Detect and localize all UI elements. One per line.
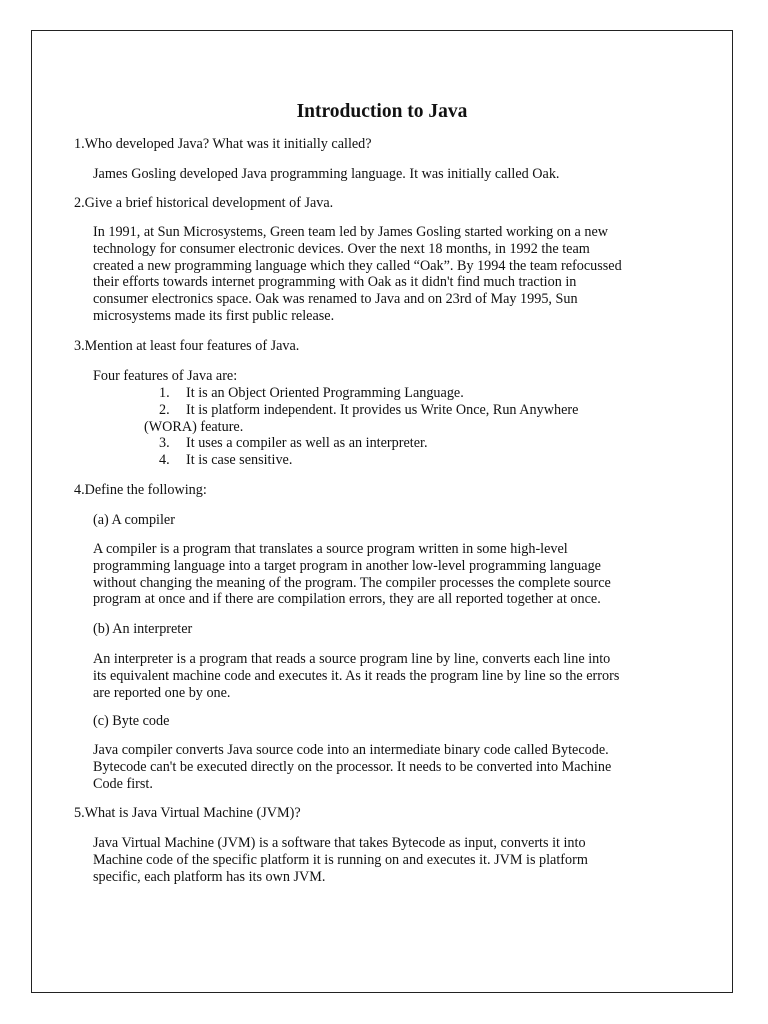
answer-2-line: their efforts towards internet programming with Oak as it didn't find much traction in xyxy=(93,274,577,291)
answer-2-line: consumer electronics space. Oak was renamed to Java and on 23rd of May 1995, Sun xyxy=(93,291,578,308)
answer-5-line: Java Virtual Machine (JVM) is a software that takes Bytecode as input, converts it into xyxy=(93,835,586,851)
feature-continuation: (WORA) feature. xyxy=(144,419,244,435)
definition-line: without changing the meaning of the program. The compiler processes the complete source xyxy=(93,574,611,591)
definition-label-bytecode: (c) Byte code xyxy=(93,713,170,729)
question-3: 3.Mention at least four features of Java. xyxy=(74,338,300,354)
definition-line: programming language into a target program in another low-level programming language xyxy=(93,557,601,574)
feature-number: 2. xyxy=(159,402,170,418)
answer-2 xyxy=(93,224,683,325)
answer-2-line: created a new programming language which they called “Oak”. By 1994 the team refocussed xyxy=(93,257,622,274)
definition-line: Bytecode can't be executed directly on the processor. It needs to be converted into Machine xyxy=(93,758,612,775)
document-page xyxy=(31,30,733,993)
feature-text: It is an Object Oriented Programming Language. xyxy=(186,385,464,401)
definition-line: A compiler is a program that translates a source program written in some high-level xyxy=(93,541,568,557)
answer-5 xyxy=(93,835,683,885)
question-5: 5.What is Java Virtual Machine (JVM)? xyxy=(74,805,301,821)
answer-2-line: technology for consumer electronic devices. Over the next 18 months, in 1992 the team xyxy=(93,240,590,257)
answer-2-line: microsystems made its first public release. xyxy=(93,307,335,324)
question-1: 1.Who developed Java? What was it initially called? xyxy=(74,136,372,152)
feature-number: 4. xyxy=(159,452,170,468)
definition-line: Java compiler converts Java source code into an intermediate binary code called Bytecode. xyxy=(93,742,609,758)
definition-line: its equivalent machine code and executes it. As it reads the program line by line so the errors xyxy=(93,667,620,684)
feature-text: It is case sensitive. xyxy=(186,452,293,468)
definition-line: program at once and if there are compilation errors, they are all reported together at once. xyxy=(93,591,601,608)
question-4: 4.Define the following: xyxy=(74,482,207,498)
page-title: Introduction to Java xyxy=(296,101,468,122)
definition-line: An interpreter is a program that reads a source program line by line, converts each line into xyxy=(93,651,611,667)
definition-bytecode xyxy=(93,742,683,792)
answer-2-line: In 1991, at Sun Microsystems, Green team led by James Gosling started working on a new xyxy=(93,224,608,240)
features-intro: Four features of Java are: xyxy=(93,368,238,384)
definition-line: are reported one by one. xyxy=(93,684,231,701)
definition-compiler xyxy=(93,541,683,608)
definition-label-interpreter: (b) An interpreter xyxy=(93,621,193,637)
definition-line: Code first. xyxy=(93,775,153,792)
answer-1: James Gosling developed Java programming language. It was initially called Oak. xyxy=(93,166,560,182)
answer-5-line: specific, each platform has its own JVM. xyxy=(93,868,326,885)
answer-5-line: Machine code of the specific platform it is running on and executes it. JVM is platform xyxy=(93,851,588,868)
definition-interpreter xyxy=(93,651,683,701)
question-2: 2.Give a brief historical development of Java. xyxy=(74,195,334,211)
definition-label-compiler: (a) A compiler xyxy=(93,512,175,528)
feature-number: 3. xyxy=(159,435,170,451)
feature-number: 1. xyxy=(159,385,170,401)
feature-text: It uses a compiler as well as an interpreter. xyxy=(186,435,428,451)
feature-text: It is platform independent. It provides us Write Once, Run Anywhere xyxy=(186,402,579,418)
